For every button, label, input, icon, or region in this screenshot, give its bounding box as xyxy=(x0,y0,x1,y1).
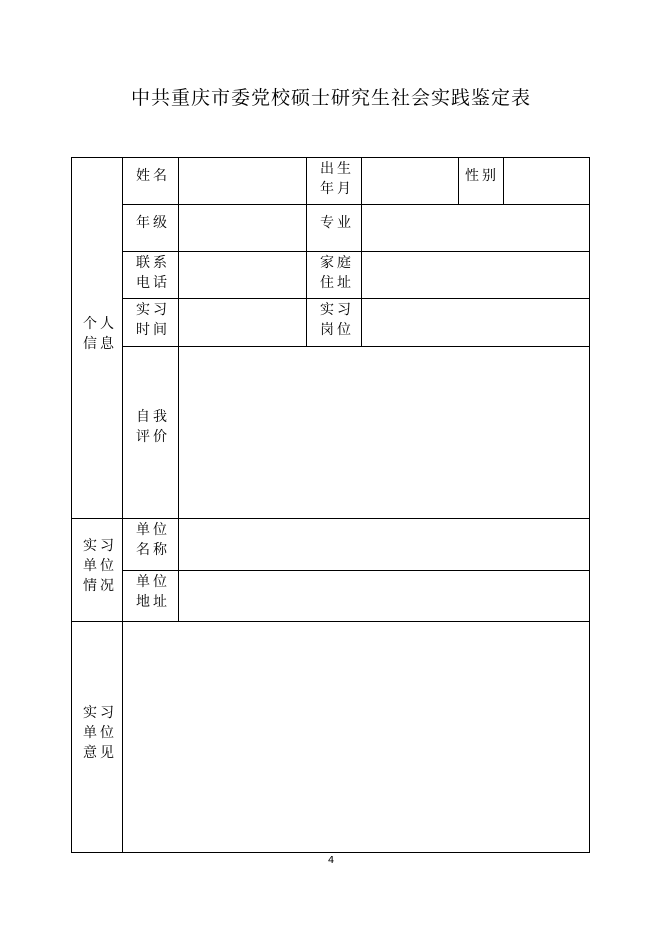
major-field[interactable] xyxy=(362,205,589,251)
section-unit-opinion-line2: 单位 xyxy=(83,725,117,741)
label-intern-post: 实习 岗位 xyxy=(320,302,354,338)
label-grade: 年级 xyxy=(136,215,170,231)
table-border-bottom xyxy=(71,852,590,853)
intern-time-field[interactable] xyxy=(179,299,306,346)
label-birth-date: 出生 年月 xyxy=(320,161,354,197)
unit-opinion-field[interactable] xyxy=(123,622,589,852)
intern-post-field[interactable] xyxy=(362,299,589,346)
label-home-address: 家庭 住址 xyxy=(320,255,354,291)
home-address-field[interactable] xyxy=(362,252,589,298)
label-intern-time: 实习 时间 xyxy=(136,302,170,338)
table-border-left xyxy=(71,157,72,853)
section-personal-line2: 信息 xyxy=(83,336,117,352)
birth-date-field[interactable] xyxy=(362,158,458,204)
label-gender: 性别 xyxy=(465,168,499,184)
label-phone: 联系 电话 xyxy=(136,255,170,291)
gender-label-left-divider xyxy=(458,157,459,205)
label-major: 专业 xyxy=(320,215,354,231)
section-unit-opinion xyxy=(83,703,117,763)
unit-address-field[interactable] xyxy=(179,571,589,621)
label-unit-address: 单位 地址 xyxy=(136,574,170,610)
section-unit-info-line3: 情况 xyxy=(83,578,117,594)
middle-label-left-divider xyxy=(306,157,307,347)
label-name: 姓名 xyxy=(136,168,170,184)
label-self-evaluation: 自我 评价 xyxy=(136,409,170,445)
section-unit-info-line1: 实习 xyxy=(83,538,117,554)
label-unit-name: 单位 名称 xyxy=(136,522,170,558)
section-personal-info xyxy=(83,314,117,354)
page-title: 中共重庆市委党校硕士研究生社会实践鉴定表 xyxy=(130,87,531,109)
section-personal-line1: 个人 xyxy=(83,316,117,332)
grade-field[interactable] xyxy=(179,205,306,251)
self-evaluation-field[interactable] xyxy=(179,347,589,518)
phone-field[interactable] xyxy=(179,252,306,298)
section-unit-opinion-line3: 意见 xyxy=(83,745,117,761)
page-number: 4 xyxy=(327,855,335,866)
section-unit-opinion-line1: 实习 xyxy=(83,705,117,721)
unit-name-field[interactable] xyxy=(179,519,589,570)
section-unit-info-line2: 单位 xyxy=(83,558,117,574)
name-field[interactable] xyxy=(179,158,306,204)
table-border-right xyxy=(589,157,590,853)
section-unit-info xyxy=(83,536,117,596)
gender-field[interactable] xyxy=(504,158,589,204)
